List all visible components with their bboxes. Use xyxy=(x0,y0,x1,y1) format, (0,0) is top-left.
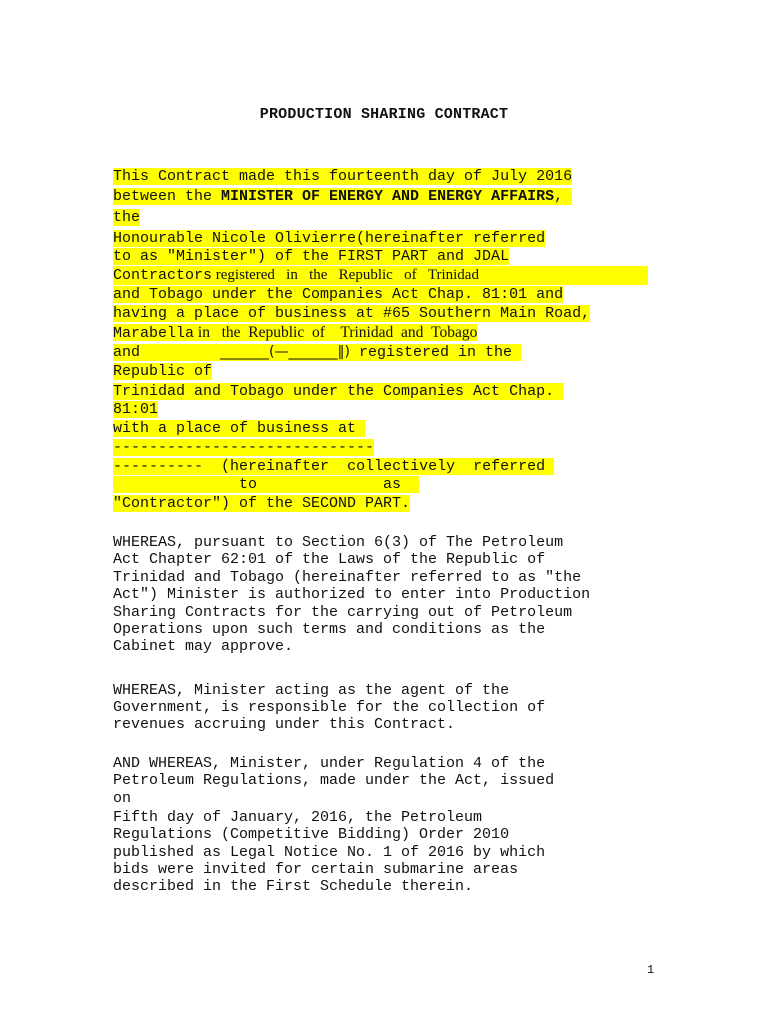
paragraph-line: bids were invited for certain submarine areas xyxy=(113,861,519,878)
paragraph-line: Petroleum Regulations, made under the Act, issued xyxy=(113,772,555,789)
paragraph-line: Act") Minister is authorized to enter into Production xyxy=(113,586,591,603)
page-number: 1 xyxy=(647,963,655,977)
parties-line: Marabella in the Republic of Trinidad and Tobago xyxy=(113,324,478,342)
paragraph-line: on xyxy=(113,790,132,807)
paragraph-line: described in the First Schedule therein. xyxy=(113,878,474,895)
paragraph-line: Operations upon such terms and conditions as the xyxy=(113,621,546,638)
parties-line: "Contractor") of the SECOND PART. xyxy=(113,495,411,512)
parties-line: ---------- (hereinafter collectively referred xyxy=(113,458,554,475)
paragraph-line: WHEREAS, Minister acting as the agent of the xyxy=(113,682,510,699)
parties-line: Republic of xyxy=(113,363,213,380)
paragraph-line: Regulations (Competitive Bidding) Order 2010 xyxy=(113,826,510,843)
parties-line: to as "Minister") of the FIRST PART and JDAL xyxy=(113,248,510,265)
paragraph-line: WHEREAS, pursuant to Section 6(3) of The Petroleum xyxy=(113,534,564,551)
parties-line: with a place of business at xyxy=(113,420,365,437)
document-title: PRODUCTION SHARING CONTRACT xyxy=(259,106,509,123)
minister-name-bold: MINISTER OF ENERGY AND ENERGY AFFAIRS xyxy=(221,188,555,205)
paragraph-line: Cabinet may approve. xyxy=(113,638,294,655)
parties-line: the xyxy=(113,209,141,226)
parties-line: having a place of business at #65 Southern Main Road, xyxy=(113,305,591,322)
parties-line: to as xyxy=(113,476,419,493)
paragraph-line: Sharing Contracts for the carrying out of Petroleum xyxy=(113,604,573,621)
parties-line: Contractors registered in the Republic of Trinidad xyxy=(113,266,648,285)
paragraph-line: Trinidad and Tobago (hereinafter referred to as "the xyxy=(113,569,582,586)
paragraph-line: AND WHEREAS, Minister, under Regulation 4 of the xyxy=(113,755,546,772)
parties-line: Honourable Nicole Olivierre(hereinafter referred xyxy=(113,230,546,247)
paragraph-line: Government, is responsible for the collection of xyxy=(113,699,546,716)
paragraph-line: Fifth day of January, 2016, the Petroleum xyxy=(113,809,483,826)
parties-line: and _______(—_______‖) registered in the xyxy=(113,344,521,361)
parties-line: Trinidad and Tobago under the Companies Act Chap. xyxy=(113,383,563,400)
parties-line: ----------------------------- xyxy=(113,439,375,456)
paragraph-line: Act Chapter 62:01 of the Laws of the Republic of xyxy=(113,551,546,568)
parties-line: and Tobago under the Companies Act Chap. 81:01 and xyxy=(113,286,564,303)
parties-line: between the MINISTER OF ENERGY AND ENERGY AFFAIRS, xyxy=(113,188,572,205)
parties-line: This Contract made this fourteenth day of July 2016 xyxy=(113,168,573,185)
parties-line: 81:01 xyxy=(113,401,159,418)
paragraph-line: revenues accruing under this Contract. xyxy=(113,716,456,733)
paragraph-line: published as Legal Notice No. 1 of 2016 by which xyxy=(113,844,546,861)
